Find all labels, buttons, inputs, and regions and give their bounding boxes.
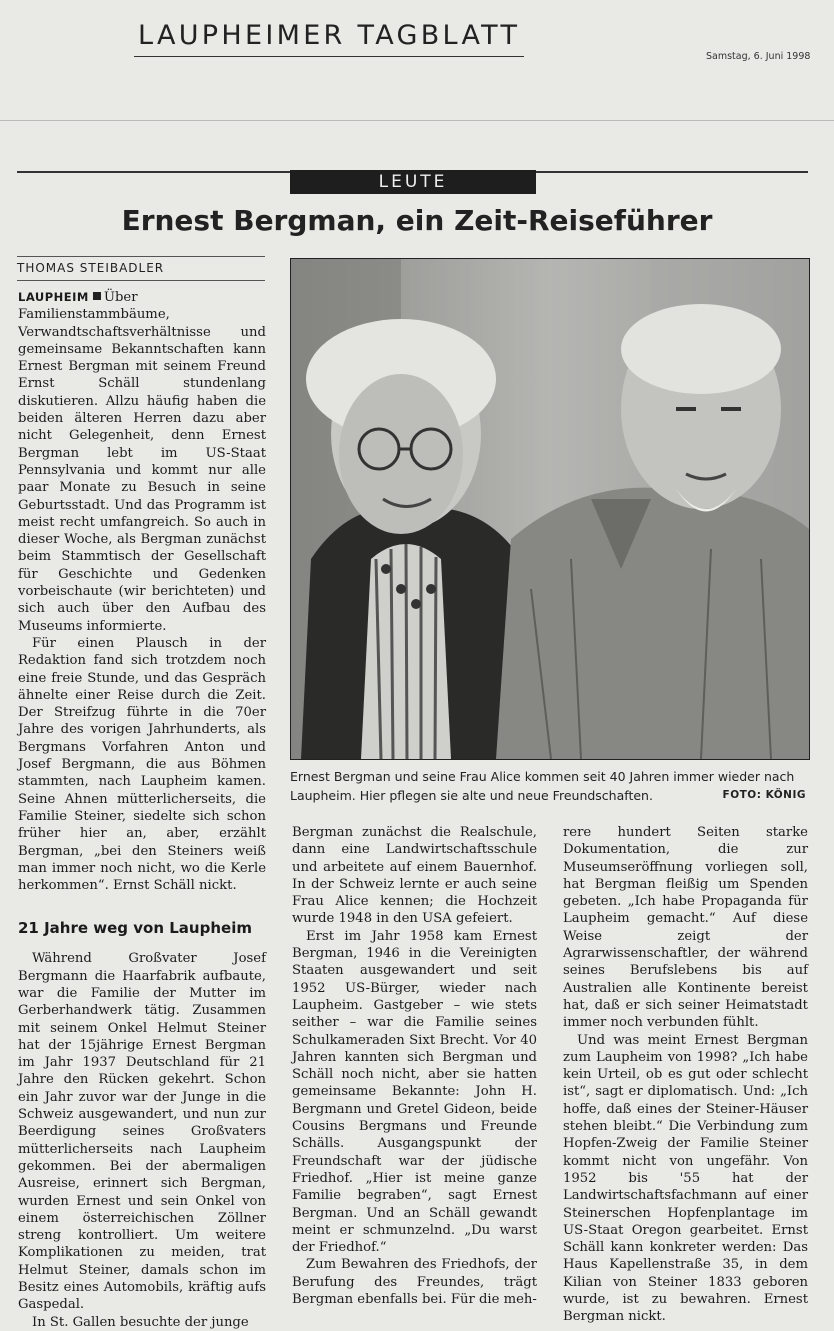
paragraph: Bergman zunächst die Realschule, dann eine Landwirtschaftsschule und arbeitete auf einem Bauernhof. In der Schweiz lernte er auch seine Frau Alice kennen; die Hochzeit wurde 1948 in den USA gefeiert. (292, 825, 537, 927)
photo-credit: FOTO: KÖNIG (722, 789, 806, 801)
article-headline: Ernest Bergman, ein Zeit-Reiseführer (121, 204, 713, 237)
author-rule-top (17, 256, 265, 257)
paragraph: Für einen Plausch in der Redaktion fand sich trotzdem noch eine freie Stunde, und das Gespräch ähnelte einer Reise durch die Zeit. Der Streifzug führte in die 70er Jahre des vorigen Jahrhunderts, als Bergmans Vorfahren Anton und Josef Bergmann, die aus Böhmen stammten, nach Laupheim kamen. Seine Ahnen mütterlicherseits, die Familie Steiner, siedelte sich schon früher hier an, aber, erzählt Bergman, „bei den Steiners weiß man immer noch nicht, wo die Kerle herkommen“. Ernst Schäll nickt. (18, 635, 266, 894)
author-rule (17, 280, 265, 281)
couple-photo-illustration (291, 259, 809, 759)
issue-date: Samstag, 6. Juni 1998 (706, 51, 811, 62)
paragraph: In St. Gallen besuchte der junge (32, 1314, 249, 1330)
section-rubric: LEUTE (290, 170, 536, 194)
article-column-1 (18, 289, 266, 1331)
portrait-photo (290, 258, 810, 760)
author-byline: THOMAS STEIBADLER (17, 261, 165, 275)
article-column-2 (292, 824, 537, 1308)
paragraph: Erst im Jahr 1958 kam Ernest Bergman, 1946 in die Vereinigten Staaten ausgewandert und seit 1952 US-Bürger, wieder nach Laupheim. Gastgeber – wie stets seither – war die Familie seines Schulkameraden Sixt Brecht. Vor 40 Jahren kannten sich Bergman und Schäll noch nicht, aber sie hatten gemeinsame Bekannte: John H. Bergmann und Gretel Gideon, beide Cousins Bergmans und Freunde Schälls. Ausgangspunkt der Freundschaft war der jüdische Friedhof. „Hier ist meine ganze Familie begraben“, sagt Ernest Bergman. Und an Schäll gewandt meint er schmunzelnd. „Du warst der Friedhof.“ (292, 928, 537, 1256)
paragraph: Zum Bewahren des Friedhofs, der Berufung des Freundes, trägt Bergman ebenfalls bei. Für die meh- (292, 1257, 537, 1308)
paragraph: Und was meint Ernest Bergman zum Laupheim von 1998? „Ich habe kein Urteil, ob es gut oder schlecht ist“, sagt er diplomatisch. Und: „Ich hoffe, daß eines der Steiner-Häuser stehen bleibt.“ Die Verbindung zum Hopfen-Zweig der Familie Steiner kommt nicht von ungefähr. Von 1952 bis '55 hat der Landwirtschaftsfachmann auf einer Steinerschen Hopfenplantage im US-Staat Oregon gearbeitet. Ernst Schäll kann konkreter werden: Das Haus Kapellenstraße 35, in dem Kilian von Steiner 1833 geboren wurde, ist zu bewahren. Ernest Bergman nickt. (563, 1032, 808, 1325)
caption-text: Ernest Bergman und seine Frau Alice kommen seit 40 Jahren immer wieder nach Laupheim. Hier pflegen sie alte und neue Freundschaften. (290, 769, 795, 803)
paragraph-text: Über Familienstammbäume, Verwandtschaftsverhältnisse und gemeinsame Bekanntschaften kann Ernest Bergman mit seinem Freund Ernst Schäll stundenlang diskutieren. Allzu häufig haben die beiden älteren Herren dazu aber nicht Gelegenheit, denn Ernest Bergman lebt im US-Staat Pennsylvania und kommt nur alle paar Monate zu Besuch in seine Geburtsstadt. Und das Programm ist meist recht umfangreich. So auch in dieser Woche, als Bergman zunächst beim Stammtisch der Gesellschaft für Geschichte und Gedenken vorbeischaute (wir berichteten) und sich auch über den Aufbau des Museums informierte. (18, 290, 266, 634)
subheading: 21 Jahre weg von Laupheim (18, 919, 252, 938)
photo-caption (290, 767, 810, 805)
article-column-3 (563, 824, 808, 1326)
masthead: LAUPHEIMER TAGBLATT (138, 20, 521, 51)
paragraph: Während Großvater Josef Bergmann die Haarfabrik aufbaute, war die Familie der Mutter im Gerberhandwerk tätig. Zusammen mit seinem Onkel Helmut Steiner hat der 15jährige Ernest Bergman im Jahr 1937 Deutschland für 21 Jahre den Rücken gekehrt. Schon ein Jahr zuvor war der Junge in die Schweiz ausgewandert, und nun zur Beerdigung seines Großvaters mütterlicherseits nach Laupheim gekommen. Bei der abermaligen Ausreise, erinnert sich Bergman, wurden Ernest und sein Onkel von einem österreichischen Zöllner streng kontrolliert. Um weitere Komplikationen zu meiden, trat Helmut Steiner, damals schon im Besitz eines Automobils, kräftig aufs Gaspedal. (18, 951, 266, 1313)
paragraph-intro (18, 289, 266, 635)
page-fold-line (0, 120, 834, 121)
dateline-square-icon (93, 292, 101, 300)
dateline: LAUPHEIM (18, 290, 89, 304)
paragraph: rere hundert Seiten starke Dokumentation, die zur Museumseröffnung vorliegen soll, hat Bergman fleißig um Spenden gebeten. „Ich habe Propaganda für Laupheim gemacht.“ Auf diese Weise zeigt der Agrarwissenschaftler, der während seines Berufslebens bis auf Australien alle Kontinente bereist hat, daß er sich seiner Heimatstadt immer noch verbunden fühlt. (563, 825, 808, 1031)
masthead-underline (134, 56, 524, 57)
